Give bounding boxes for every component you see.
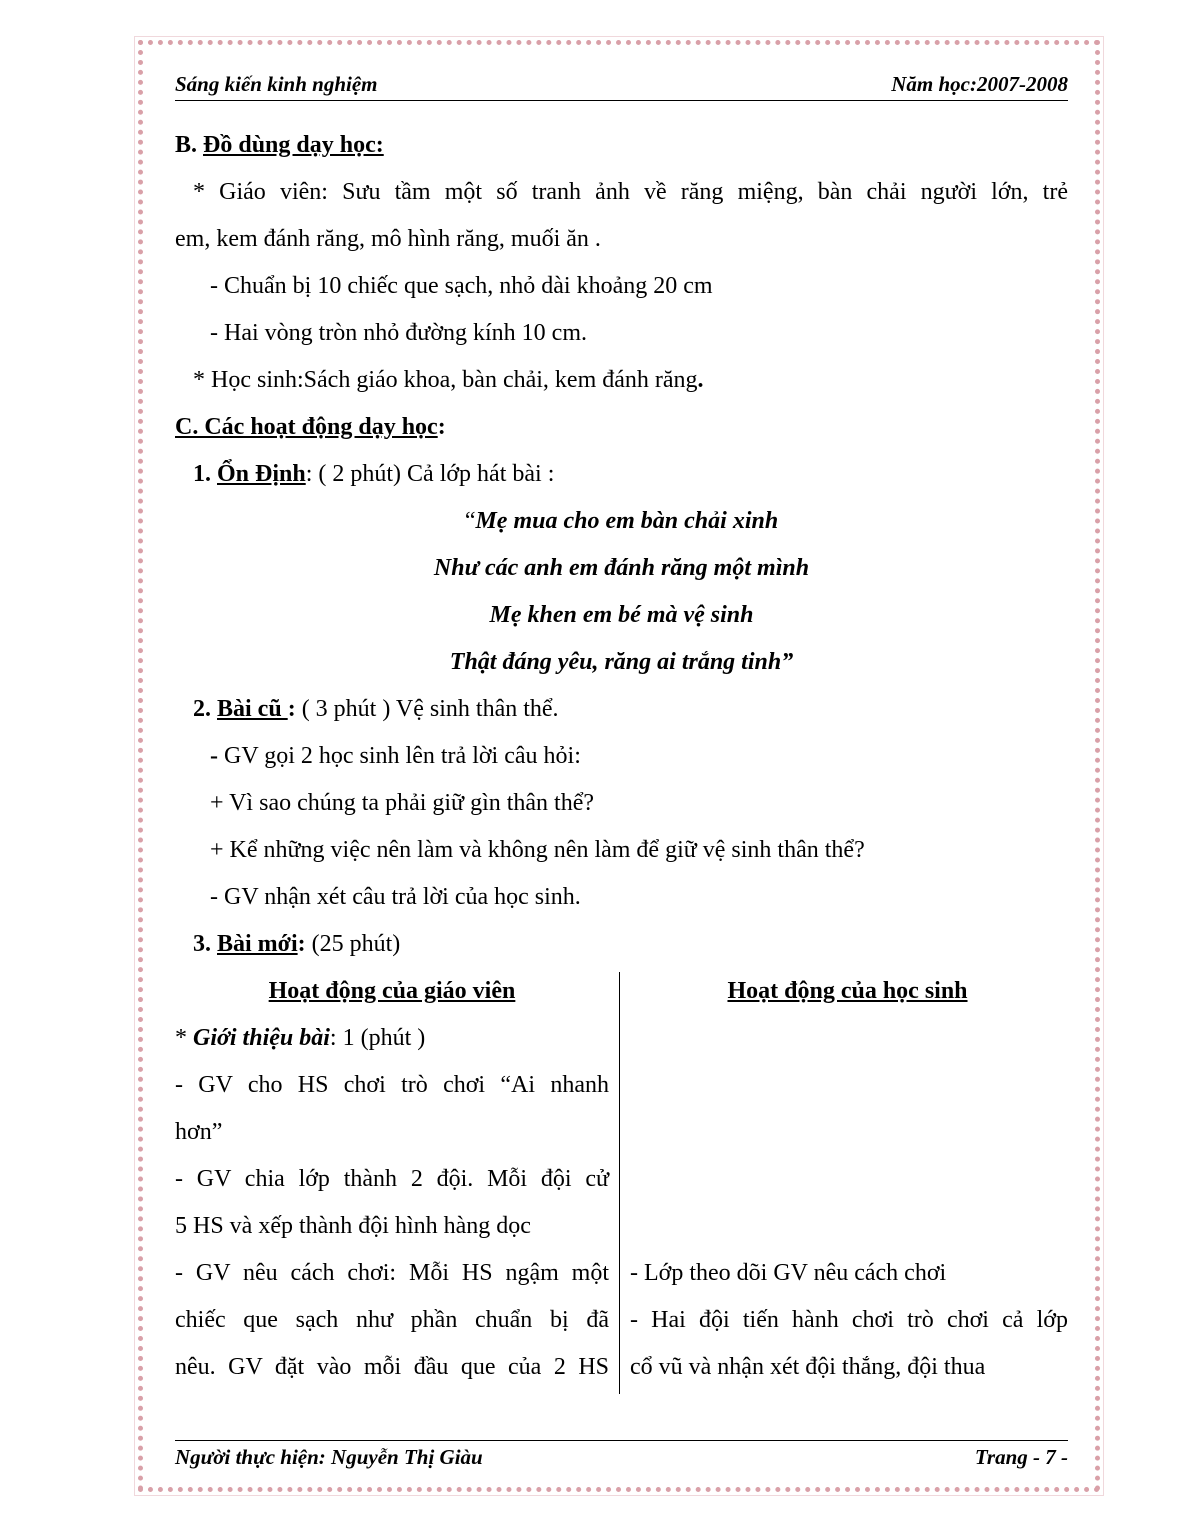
footer-page-number: Trang - 7 - xyxy=(974,1445,1068,1469)
teacher-activity-line-5: - GV nêu cách chơi: Mỗi HS ngậm một xyxy=(175,1260,609,1286)
teacher-activity-line-3: - GV chia lớp thành 2 đội. Mỗi đội cử xyxy=(175,1166,609,1192)
teacher-activity-line-4: 5 HS và xếp thành đội hình hàng dọc xyxy=(175,1213,531,1239)
header-title: Sáng kiến kinh nghiệm xyxy=(175,72,378,96)
page-header xyxy=(175,70,1068,101)
teacher-line-1: * Giáo viên: Sưu tầm một số tranh ảnh về răng miệng, bàn chải người lớn, trẻ xyxy=(193,179,1068,205)
student-activity-line-1: - Lớp theo dõi GV nêu cách chơi xyxy=(630,1260,947,1286)
teacher-activity-line-6: chiếc que sạch như phần chuẩn bị đã xyxy=(175,1307,609,1333)
step-2-line-2: + Vì sao chúng ta phải giữ gìn thân thể? xyxy=(210,790,595,816)
step-2-line-3: + Kể những việc nên làm và không nên làm để giữ vệ sinh thân thể? xyxy=(210,837,865,863)
step-3: 3. Bài mới: (25 phút) xyxy=(193,931,401,957)
student-activity-line-3: cổ vũ và nhận xét đội thắng, đội thua xyxy=(630,1354,986,1380)
step-2: 2. Bài cũ : ( 3 phút ) Vệ sinh thân thể. xyxy=(193,696,559,722)
student-activity-line-2: - Hai đội tiến hành chơi trò chơi cả lớp xyxy=(630,1307,1068,1333)
students-materials: * Học sinh:Sách giáo khoa, bàn chải, kem đánh răng. xyxy=(193,367,704,393)
step-1: 1. Ổn Định: ( 2 phút) Cả lớp hát bài : xyxy=(193,461,555,487)
footer-author: Người thực hiện: Nguyễn Thị Giàu xyxy=(175,1445,483,1469)
teacher-activity-line-1: - GV cho HS chơi trò chơi “Ai nhanh xyxy=(175,1072,609,1098)
song-line-4: Thật đáng yêu, răng ai trắng tinh” xyxy=(449,649,794,675)
page-footer xyxy=(175,1440,1068,1471)
material-item-1: - Chuẩn bị 10 chiếc que sạch, nhỏ dài khoảng 20 cm xyxy=(210,273,713,299)
song-line-1: “Mẹ mua cho em bàn chải xinh xyxy=(464,508,779,534)
song-line-3: Mẹ khen em bé mà vệ sinh xyxy=(489,602,754,628)
student-column-header: Hoạt động của học sinh xyxy=(727,978,968,1004)
intro-line: * Giới thiệu bài: 1 (phút ) xyxy=(175,1025,426,1051)
teacher-line-2: em, kem đánh răng, mô hình răng, muối ăn . xyxy=(175,226,601,252)
section-b-heading: B. Đồ dùng dạy học: xyxy=(175,132,384,158)
header-school-year: Năm học:2007-2008 xyxy=(891,72,1068,96)
material-item-2: - Hai vòng tròn nhỏ đường kính 10 cm. xyxy=(210,320,587,346)
section-c-heading: C. Các hoạt động dạy học: xyxy=(175,414,446,440)
song-line-2: Như các anh em đánh răng một mình xyxy=(433,555,810,581)
step-2-line-1: - GV gọi 2 học sinh lên trả lời câu hỏi: xyxy=(210,743,581,769)
teacher-activity-line-7: nêu. GV đặt vào mỗi đầu que của 2 HS xyxy=(175,1354,609,1380)
step-2-line-4: - GV nhận xét câu trả lời của học sinh. xyxy=(210,884,581,910)
teacher-column-header: Hoạt động của giáo viên xyxy=(268,978,516,1004)
table-column-divider xyxy=(619,972,620,1394)
teacher-activity-line-2: hơn” xyxy=(175,1119,223,1145)
